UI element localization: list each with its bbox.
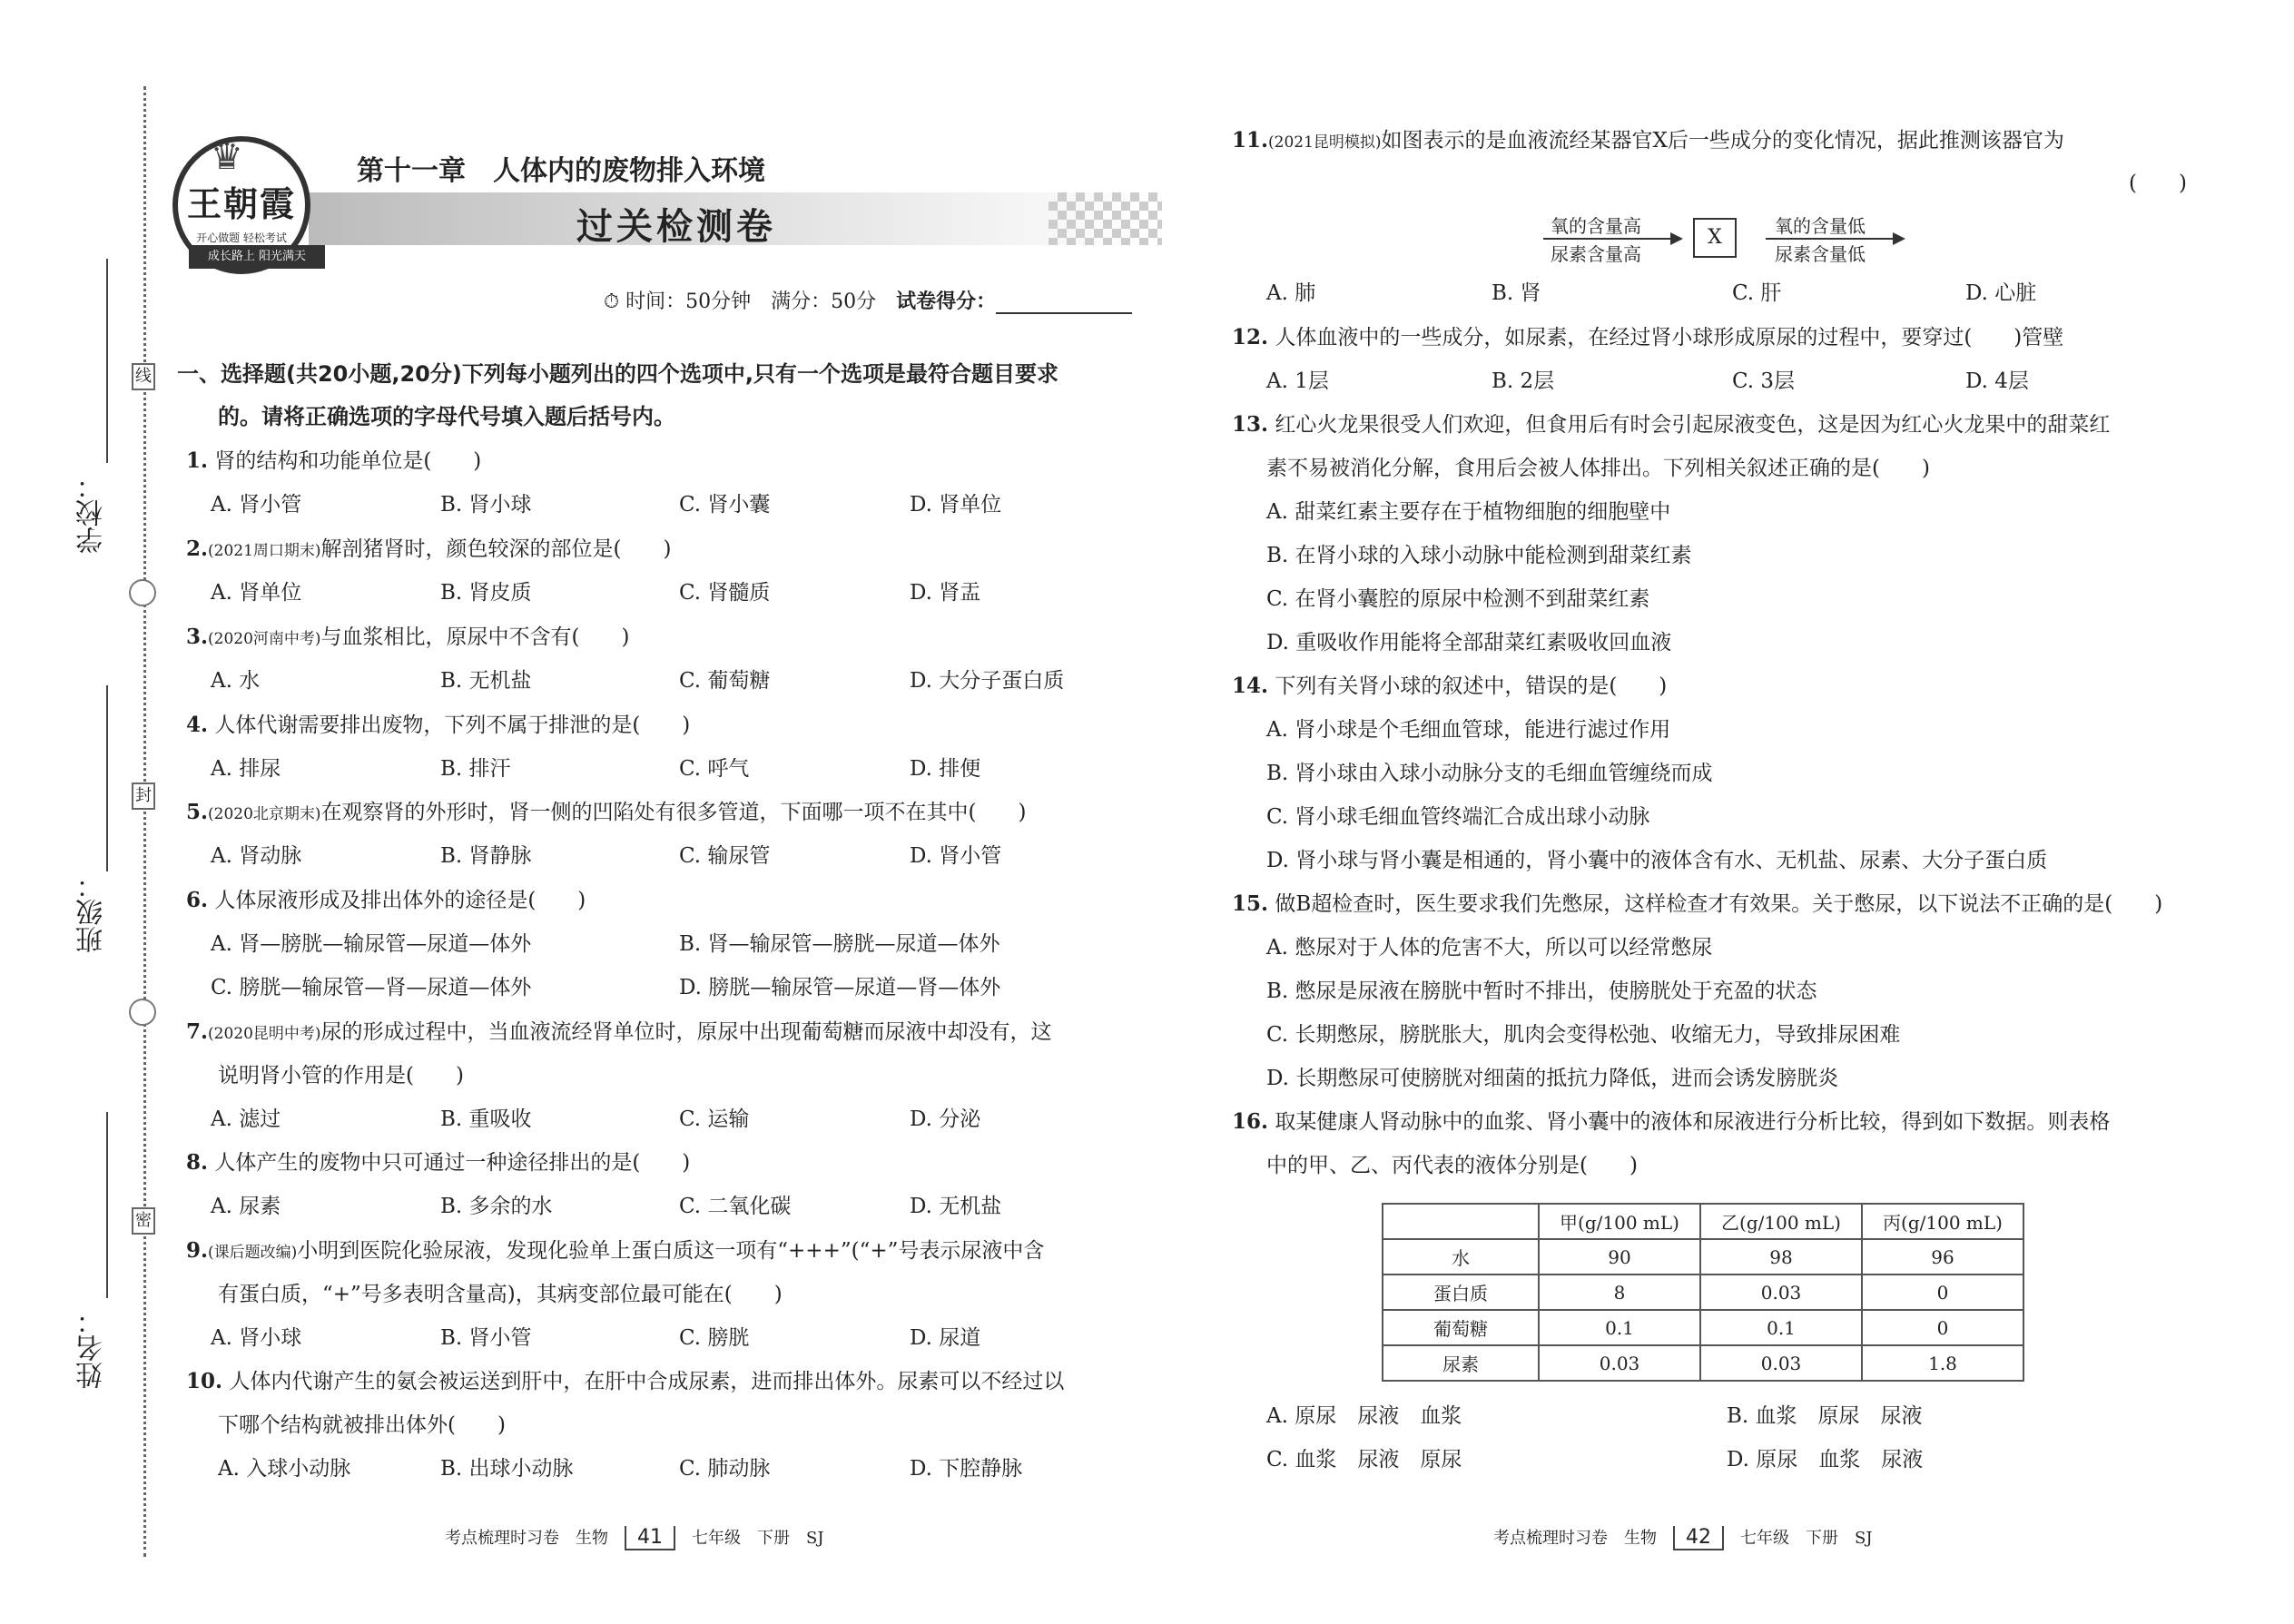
question-stem: 取某健康人肾动脉中的血浆、肾小囊中的液体和尿液进行分析比较，得到如下数据。则表格 bbox=[1275, 1110, 2111, 1134]
question-number: 8. bbox=[186, 1150, 209, 1175]
question-source: (2021昆明模拟) bbox=[1268, 133, 1382, 152]
table-cell: 甲(g/100 mL) bbox=[1539, 1204, 1700, 1239]
question-10 bbox=[186, 1368, 1064, 1395]
question-16 bbox=[1232, 1108, 2110, 1136]
option-a: A. 肾单位 bbox=[211, 581, 302, 605]
option-a: A. 尿素 bbox=[211, 1195, 281, 1218]
binding-hole-icon bbox=[129, 999, 156, 1026]
crown-icon: ♛ bbox=[211, 136, 243, 178]
question-stem: 红心火龙果很受人们欢迎，但食用后有时会引起尿液变色，这是因为红心火龙果中的甜菜红 bbox=[1275, 413, 2111, 437]
option-d: D. 肾小球与肾小囊是相通的，肾小囊中的液体含有水、无机盐、尿素、大分子蛋白质 bbox=[1266, 849, 2048, 872]
option-a: A. 肾—膀胱—输尿管—尿道—体外 bbox=[211, 932, 532, 956]
diagram-arrow-line bbox=[1543, 238, 1670, 240]
diagram-right-bottom: 尿素含量低 bbox=[1775, 243, 1866, 265]
question-stem-cont: 有蛋白质，“+”号多表明含量高)，其病变部位最可能在( ) bbox=[218, 1283, 783, 1306]
option-c: C. 3层 bbox=[1732, 369, 1796, 393]
binding-hole-icon bbox=[129, 579, 156, 606]
option-c: C. 长期憋尿，膀胱胀大，肌肉会变得松弛、收缩无力，导致排尿困难 bbox=[1266, 1023, 1901, 1047]
question-stem: 人体产生的废物中只可通过一种途径排出的是( ) bbox=[214, 1151, 691, 1175]
logo-text: 王朝霞 bbox=[186, 183, 296, 224]
bind-mark-feng: 封 bbox=[132, 782, 155, 810]
table-cell: 8 bbox=[1539, 1275, 1700, 1310]
question-number: 9. bbox=[186, 1238, 209, 1263]
arrow-right-icon bbox=[1893, 232, 1905, 245]
option-c: C. 肾小囊 bbox=[679, 493, 771, 517]
option-a: A. 排尿 bbox=[211, 757, 281, 781]
question-14 bbox=[1232, 673, 1667, 700]
option-d: D. 下腔静脉 bbox=[910, 1457, 1023, 1481]
score-field[interactable] bbox=[996, 294, 1132, 314]
question-1 bbox=[186, 448, 481, 475]
option-d: D. 肾单位 bbox=[910, 493, 1002, 517]
option-c: C. 运输 bbox=[679, 1107, 750, 1131]
question-stem: 人体血液中的一些成分，如尿素，在经过肾小球形成原尿的过程中，要穿过( )管壁 bbox=[1275, 326, 2064, 349]
question-number: 5. bbox=[186, 800, 209, 824]
option-c: C. 呼气 bbox=[679, 757, 750, 781]
page-number: 41 bbox=[625, 1526, 675, 1550]
option-a: A. 原尿 尿液 血浆 bbox=[1266, 1404, 1462, 1428]
option-a: A. 水 bbox=[211, 669, 261, 693]
option-c: C. 葡萄糖 bbox=[679, 669, 771, 693]
footer-left bbox=[445, 1525, 824, 1550]
exam-meta bbox=[604, 286, 1132, 314]
option-d: D. 膀胱—输尿管—尿道—肾—体外 bbox=[679, 976, 1001, 999]
option-b: B. 肾皮质 bbox=[440, 581, 532, 605]
question-stem: 如图表示的是血液流经某器官X后一些成分的变化情况，据此推测该器官为 bbox=[1381, 129, 2064, 153]
question-stem: 人体尿液形成及排出体外的途径是( ) bbox=[214, 889, 586, 912]
question-number: 11. bbox=[1232, 128, 1269, 153]
name-fill-line[interactable] bbox=[106, 1112, 108, 1298]
question-number: 12. bbox=[1232, 325, 1269, 349]
question-15 bbox=[1232, 891, 2162, 918]
table-cell: 90 bbox=[1539, 1239, 1700, 1275]
question-stem: 与血浆相比，原尿中不含有( ) bbox=[320, 625, 630, 649]
question-8 bbox=[186, 1149, 690, 1176]
option-d: D. 大分子蛋白质 bbox=[910, 669, 1065, 693]
table-cell: 水 bbox=[1383, 1239, 1539, 1275]
banner-pattern bbox=[1049, 192, 1162, 245]
table-cell: 蛋白质 bbox=[1383, 1275, 1539, 1310]
school-fill-line[interactable] bbox=[106, 259, 108, 463]
option-d: D. 4层 bbox=[1965, 369, 2029, 393]
time-score: ⏱ 时间：50分钟 满分：50分 bbox=[604, 290, 877, 313]
table-header-row bbox=[1383, 1204, 2023, 1239]
question-stem: 人体内代谢产生的氨会被运送到肝中，在肝中合成尿素，进而排出体外。尿素可以不经过以 bbox=[229, 1370, 1065, 1393]
option-a: A. 肾小球 bbox=[211, 1326, 302, 1350]
table-cell: 0.03 bbox=[1539, 1345, 1700, 1381]
table-cell: 丙(g/100 mL) bbox=[1862, 1204, 2023, 1239]
table-row bbox=[1383, 1310, 2023, 1345]
option-a: A. 肾动脉 bbox=[211, 844, 302, 868]
option-c: C. 肾小球毛细血管终端汇合成出球小动脉 bbox=[1266, 805, 1650, 829]
option-a: A. 1层 bbox=[1266, 369, 1329, 393]
option-c: C. 血浆 尿液 原尿 bbox=[1266, 1448, 1462, 1471]
option-d: D. 分泌 bbox=[910, 1107, 981, 1131]
question-7 bbox=[186, 1019, 1052, 1048]
score-label: 试卷得分： bbox=[896, 290, 997, 313]
option-d: D. 肾盂 bbox=[910, 581, 981, 605]
option-d: D. 排便 bbox=[910, 757, 981, 781]
question-number: 14. bbox=[1232, 674, 1269, 698]
question-5 bbox=[186, 799, 1027, 828]
table-cell: 1.8 bbox=[1862, 1345, 2023, 1381]
table-cell: 乙(g/100 mL) bbox=[1700, 1204, 1862, 1239]
footer-right bbox=[1493, 1525, 1873, 1550]
diagram-right-top: 氧的含量低 bbox=[1775, 215, 1866, 237]
question-source: (2021周口期末) bbox=[208, 542, 321, 560]
option-b: B. 肾—输尿管—膀胱—尿道—体外 bbox=[679, 932, 1000, 956]
question-number: 16. bbox=[1232, 1109, 1269, 1134]
table-cell: 0 bbox=[1862, 1310, 2023, 1345]
table-cell bbox=[1383, 1204, 1539, 1239]
binding-line bbox=[143, 86, 146, 1557]
question-number: 3. bbox=[186, 625, 209, 649]
question-stem: 做B超检查时，医生要求我们先憋尿，这样检查才有效果。关于憋尿，以下说法不正确的是( ) bbox=[1275, 892, 2163, 916]
option-d: D. 尿道 bbox=[910, 1326, 981, 1350]
option-b: B. 肾小球由入球小动脉分支的毛细血管缠绕而成 bbox=[1266, 762, 1713, 785]
option-b: B. 肾静脉 bbox=[440, 844, 532, 868]
diagram-arrow-line bbox=[1766, 238, 1893, 240]
option-c: C. 二氧化碳 bbox=[679, 1195, 792, 1218]
footer-text: 七年级 下册 SJ bbox=[692, 1529, 824, 1548]
bind-mark-xian: 线 bbox=[132, 363, 155, 390]
table-cell: 0 bbox=[1862, 1275, 2023, 1310]
question-source: (课后题改编) bbox=[208, 1244, 298, 1262]
question-6 bbox=[186, 887, 586, 914]
question-source: (2020北京期末) bbox=[208, 805, 321, 823]
footer-text: 考点梳理时习卷 生物 bbox=[1493, 1529, 1657, 1548]
question-stem: 小明到医院化验尿液，发现化验单上蛋白质这一项有“+++”(“+”号表示尿液中含 bbox=[297, 1239, 1045, 1263]
table-cell: 0.1 bbox=[1539, 1310, 1700, 1345]
logo-sub: 开心做题 轻松考试 bbox=[196, 231, 287, 244]
section-heading: 一、选择题(共20小题,20分)下列每小题列出的四个选项中,只有一个选项是最符合题目要求 bbox=[177, 361, 1058, 387]
table-cell: 葡萄糖 bbox=[1383, 1310, 1539, 1345]
option-b: B. 无机盐 bbox=[440, 669, 532, 693]
option-b: B. 多余的水 bbox=[440, 1195, 553, 1218]
option-c: C. 肝 bbox=[1732, 281, 1782, 305]
question-number: 7. bbox=[186, 1019, 209, 1044]
diagram-organ-box: X bbox=[1693, 218, 1737, 258]
table-row bbox=[1383, 1239, 2023, 1275]
option-b: B. 憋尿是尿液在膀胱中暂时不排出，使膀胱处于充盈的状态 bbox=[1266, 979, 1817, 1003]
option-b: B. 2层 bbox=[1492, 369, 1555, 393]
option-a: A. 肺 bbox=[1266, 281, 1316, 305]
option-b: B. 肾小球 bbox=[440, 493, 532, 517]
question-4 bbox=[186, 712, 690, 739]
question-stem-cont: 中的甲、乙、丙代表的液体分别是( ) bbox=[1266, 1154, 1638, 1177]
question-stem: 在观察肾的外形时，肾一侧的凹陷处有很多管道，下面哪一项不在其中( ) bbox=[320, 801, 1027, 824]
question-number: 13. bbox=[1232, 412, 1269, 437]
option-a: A. 滤过 bbox=[211, 1107, 281, 1131]
table-cell: 0.03 bbox=[1700, 1345, 1862, 1381]
option-a: A. 甜菜红素主要存在于植物细胞的细胞壁中 bbox=[1266, 500, 1671, 524]
option-b: B. 重吸收 bbox=[440, 1107, 532, 1131]
option-b: B. 在肾小球的入球小动脉中能检测到甜菜红素 bbox=[1266, 544, 1692, 567]
question-2 bbox=[186, 536, 672, 565]
section-heading-cont: 的。请将正确选项的字母代号填入题后括号内。 bbox=[218, 404, 675, 429]
exam-title: 过关检测卷 bbox=[576, 206, 776, 248]
school-label: 学校： bbox=[76, 472, 108, 554]
logo-ribbon: 成长路上 阳光满天 bbox=[189, 245, 325, 269]
footer-text: 七年级 下册 SJ bbox=[1740, 1529, 1873, 1548]
table-cell: 96 bbox=[1862, 1239, 2023, 1275]
table-cell: 尿素 bbox=[1383, 1345, 1539, 1381]
option-c: C. 输尿管 bbox=[679, 844, 771, 868]
option-a: A. 肾小球是个毛细血管球，能进行滤过作用 bbox=[1266, 718, 1671, 742]
option-d: D. 肾小管 bbox=[910, 844, 1002, 868]
question-11 bbox=[1232, 127, 2064, 156]
question-13 bbox=[1232, 411, 2110, 438]
table-cell: 98 bbox=[1700, 1239, 1862, 1275]
page-number: 42 bbox=[1673, 1526, 1724, 1550]
option-d: D. 长期憋尿可使膀胱对细菌的抵抗力降低，进而会诱发膀胱炎 bbox=[1266, 1067, 1839, 1090]
diagram-left-top: 氧的含量高 bbox=[1551, 215, 1641, 237]
option-c: C. 膀胱—输尿管—肾—尿道—体外 bbox=[211, 976, 532, 999]
option-b: B. 排汗 bbox=[440, 757, 511, 781]
option-d: D. 原尿 血浆 尿液 bbox=[1727, 1448, 1924, 1471]
question-stem: 尿的形成过程中，当血液流经肾单位时，原尿中出现葡萄糖而尿液中却没有，这 bbox=[320, 1020, 1052, 1044]
question-source: (2020昆明中考) bbox=[208, 1025, 321, 1043]
option-b: B. 出球小动脉 bbox=[440, 1457, 574, 1481]
question-9 bbox=[186, 1237, 1044, 1266]
question-stem: 肾的结构和功能单位是( ) bbox=[214, 449, 482, 473]
class-fill-line[interactable] bbox=[106, 685, 108, 871]
question-3 bbox=[186, 624, 630, 653]
question-number: 4. bbox=[186, 713, 209, 737]
footer-text: 考点梳理时习卷 生物 bbox=[445, 1529, 608, 1548]
option-d: D. 无机盐 bbox=[910, 1195, 1002, 1218]
option-b: B. 肾小管 bbox=[440, 1326, 532, 1350]
bind-mark-mi: 密 bbox=[132, 1207, 155, 1235]
option-d: D. 心脏 bbox=[1965, 281, 2037, 305]
option-d: D. 重吸收作用能将全部甜菜红素吸收回血液 bbox=[1266, 631, 1672, 655]
name-label: 姓名： bbox=[76, 1307, 108, 1389]
question-number: 6. bbox=[186, 888, 209, 912]
table-row bbox=[1383, 1345, 2023, 1381]
option-b: B. 血浆 原尿 尿液 bbox=[1727, 1404, 1923, 1428]
question-number: 10. bbox=[186, 1369, 223, 1393]
class-label: 班级： bbox=[76, 871, 108, 953]
table-cell: 0.1 bbox=[1700, 1310, 1862, 1345]
question-stem: 解剖猪肾时，颜色较深的部位是( ) bbox=[320, 537, 672, 561]
chapter-title: 第十一章 人体内的废物排入环境 bbox=[357, 155, 765, 187]
data-table bbox=[1382, 1203, 2024, 1382]
option-b: B. 肾 bbox=[1492, 281, 1541, 305]
question-stem-cont: 下哪个结构就被排出体外( ) bbox=[218, 1413, 506, 1437]
option-a: A. 憋尿对于人体的危害不大，所以可以经常憋尿 bbox=[1266, 936, 1713, 960]
option-a: A. 入球小动脉 bbox=[218, 1457, 351, 1481]
table-row bbox=[1383, 1275, 2023, 1310]
option-c: C. 膀胱 bbox=[679, 1326, 750, 1350]
arrow-right-icon bbox=[1670, 232, 1683, 245]
question-stem: 人体代谢需要排出废物，下列不属于排泄的是( ) bbox=[214, 714, 691, 737]
option-c: C. 在肾小囊腔的原尿中检测不到甜菜红素 bbox=[1266, 587, 1650, 611]
question-stem-cont: 说明肾小管的作用是( ) bbox=[218, 1064, 464, 1088]
question-stem-cont: 素不易被消化分解，食用后会被人体排出。下列相关叙述正确的是( ) bbox=[1266, 457, 1930, 480]
diagram-left-bottom: 尿素含量高 bbox=[1551, 243, 1641, 265]
answer-bracket: ( ) bbox=[2129, 172, 2187, 195]
table-cell: 0.03 bbox=[1700, 1275, 1862, 1310]
question-source: (2020河南中考) bbox=[208, 630, 321, 648]
question-number: 2. bbox=[186, 536, 209, 561]
question-number: 15. bbox=[1232, 891, 1269, 916]
question-stem: 下列有关肾小球的叙述中，错误的是( ) bbox=[1275, 674, 1668, 698]
question-number: 1. bbox=[186, 448, 209, 473]
option-a: A. 肾小管 bbox=[211, 493, 302, 517]
question-12 bbox=[1232, 324, 2063, 351]
option-c: C. 肾髓质 bbox=[679, 581, 771, 605]
option-c: C. 肺动脉 bbox=[679, 1457, 771, 1481]
